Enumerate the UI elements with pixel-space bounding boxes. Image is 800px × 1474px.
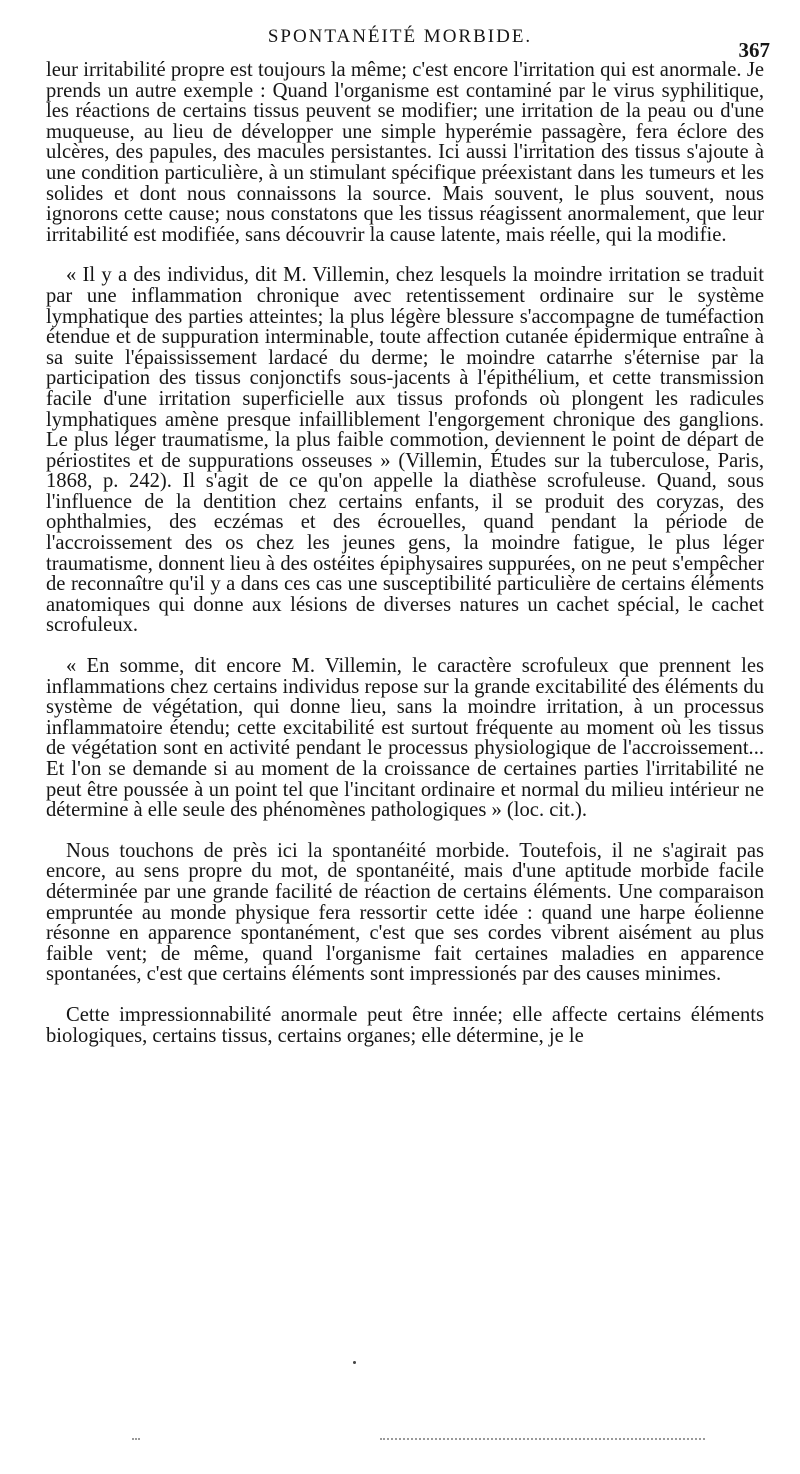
bottom-bleed-mark <box>132 1438 140 1442</box>
running-title: SPONTANÉITÉ MORBIDE. <box>267 26 533 47</box>
bottom-bleed-line <box>380 1438 705 1442</box>
body-text <box>46 60 764 1046</box>
paragraph-continuation: leur irritabilité propre est toujours la même; c'est encore l'irritation qui est anormale. Je prends un autre exemple : Quand l'organisme est contaminé par le virus syphilitique, les réactions de certains tissus peuvent se modifier; une irritation de la peau ou d'une muqueuse, au lieu de développer une simple hyperémie passagère, fera éclore des ulcères, des papules, des macules persistantes. Ici aussi l'irritation des tissus s'ajoute à une condition particulière, à un stimulant spécifique préexistant dans les tumeurs et les solides et dont nous connaissons la source. Mais souvent, le plus souvent, nous ignorons cette cause; nous constatons que les tissus réagissent anormalement, que leur irritabilité est modifiée, sans découvrir la cause latente, mais réelle, qui la modifie. <box>46 59 764 246</box>
ink-speck <box>353 1361 356 1364</box>
paragraph-impressionnabilite: Cette impressionnabilité anormale peut être innée; elle affecte certains éléments biologiques, certains tissus, certains organes; elle détermine, je le <box>46 1003 764 1047</box>
paragraph-villemin-quote-1: « Il y a des individus, dit M. Villemin, chez lesquels la moindre irritation se traduit par une inflammation chronique avec retentissement ordinaire sur le système lymphatique des parties atteintes; la plus légère blessure s'accompagne de tuméfaction étendue et de suppuration interminable, toute affection cutanée épidermique entraîne à sa suite l'épaississement lardacé du derme; le moindre catarrhe s'éternise par la participation des tissus conjonctifs sous-jacents à l'épithélium, et cette transmission facile d'une irritation superficielle aux tissus profonds où plongent les radicules lymphatiques amène presque infailliblement l'engorgement chronique des ganglions. Le plus léger traumatisme, la plus faible commotion, deviennent le point de départ de périostites et de suppurations osseuses » (Villemin, Études sur la tuberculose, Paris, 1868, p. 242). Il s'agit de ce qu'on appelle la diathèse scrofuleuse. Quand, sous l'influence de la dentition chez certains enfants, il se produit des coryzas, des ophthalmies, des eczémas et des écrouelles, quand pendant la période de l'accroissement des os chez les jeunes gens, la moindre fatigue, le plus léger traumatisme, donnent lieu à des ostéites épiphysaires suppurées, on ne peut s'empêcher de reconnaître qu'il y a dans ces cas une susceptibilité particulière de certains éléments anatomiques qui donne aux lésions de diverses natures un cachet spécial, le cachet scrofuleux. <box>46 264 764 637</box>
paragraph-spontaneite: Nous touchons de près ici la spontanéité morbide. Toutefois, il ne s'agirait pas encore, au sens propre du mot, de spontanéité, mais d'une aptitude morbide facile déterminée par une grande facilité de réaction de certains éléments. Une comparaison empruntée au monde physique fera ressortir cette idée : quand une harpe éolienne résonne en apparence spontanément, c'est que ses cordes vibrent aisément au plus faible vent; de même, quand l'organisme fait certaines maladies en apparence spontanées, c'est que certains éléments sont impressionés par des causes minimes. <box>46 839 764 986</box>
page-number: 367 <box>738 38 770 62</box>
paragraph-villemin-quote-2: « En somme, dit encore M. Villemin, le caractère scrofuleux que prennent les inflammations chez certains individus repose sur la grande excitabilité des éléments du système de végétation, qui donne lieu, sans la moindre irritation, à un processus inflammatoire étendu; cette excitabilité est surtout fréquente au moment où les tissus de végétation sont en activité pendant le processus physiologique de l'accroissement... Et l'on se demande si au moment de la croissance de certaines parties l'irritabilité ne peut être poussée à un point tel que l'incitant ordinaire et normal du milieu intérieur ne détermine à elle seule des phénomènes pathologiques » (loc. cit.). <box>46 655 764 822</box>
